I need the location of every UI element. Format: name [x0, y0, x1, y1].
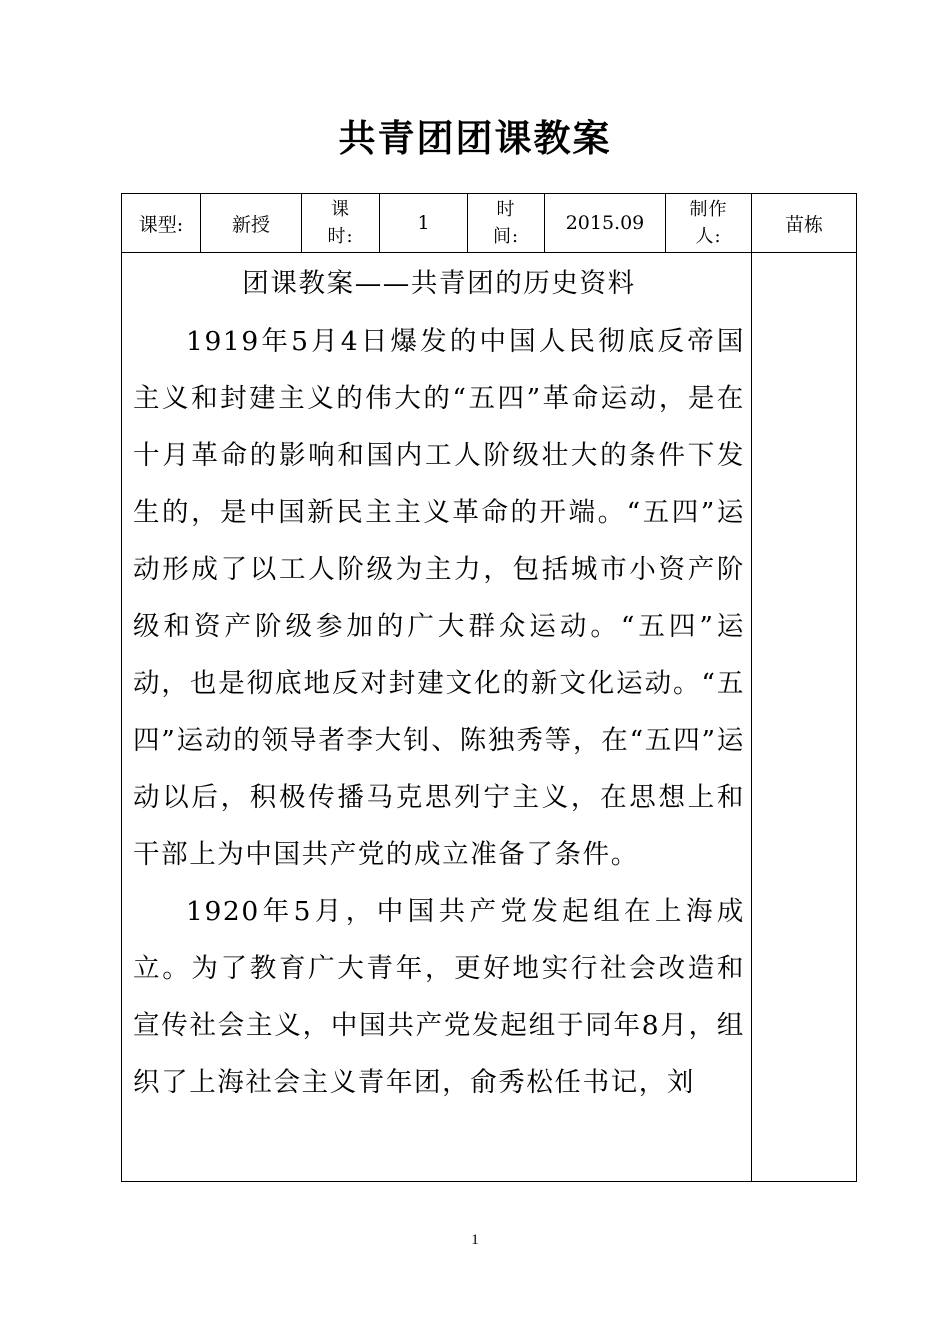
content-paragraph: 1919年5月4日爆发的中国人民彻底反帝国主义和封建主义的伟大的“五四”革命运动，是在十月革命的影响和国内工人阶级壮大的条件下发生的，是中国新民主主义革命的开端。“五四”运动形成了以工人阶级为主力，包括城市小资产阶级和资产阶级参加的广大群众运动。“五四”运动，也是彻底地反对封建文化的新文化运动。“五四”运动的领导者李大钊、陈独秀等，在“五四”运动以后，积极传播马克思列宁主义，在思想上和干部上为中国共产党的成立准备了条件。: [133, 326, 745, 870]
author-label-text: 制作人:: [689, 199, 728, 247]
content-cell: [122, 253, 752, 1182]
type-label: 课型:: [122, 194, 201, 253]
lesson-plan-table: [121, 193, 857, 1182]
time-value: 2015.09: [545, 194, 666, 253]
time-label-text: 时间:: [492, 199, 520, 247]
content-row: [122, 253, 857, 1182]
page-number: 1: [471, 1232, 479, 1248]
content-subtitle: 团课教案——共青团的历史资料: [242, 268, 636, 299]
content-body: [122, 253, 751, 1111]
hours-label: [302, 194, 380, 253]
author-label: [666, 194, 752, 253]
document-title: 共青团团课教案: [338, 117, 612, 160]
info-row: [122, 194, 857, 253]
author-value: 苗栋: [752, 194, 857, 253]
time-label: [468, 194, 545, 253]
hours-value: 1: [380, 194, 468, 253]
content-paragraph: 1920年5月，中国共产党发起组在上海成立。为了教育广大青年，更好地实行社会改造和宣传社会主义，中国共产党发起组于同年8月，组织了上海社会主义青年团，俞秀松任书记，刘: [133, 896, 745, 1098]
notes-cell: [752, 253, 857, 1182]
type-value: 新授: [201, 194, 302, 253]
hours-label-text: 课时:: [327, 199, 354, 247]
